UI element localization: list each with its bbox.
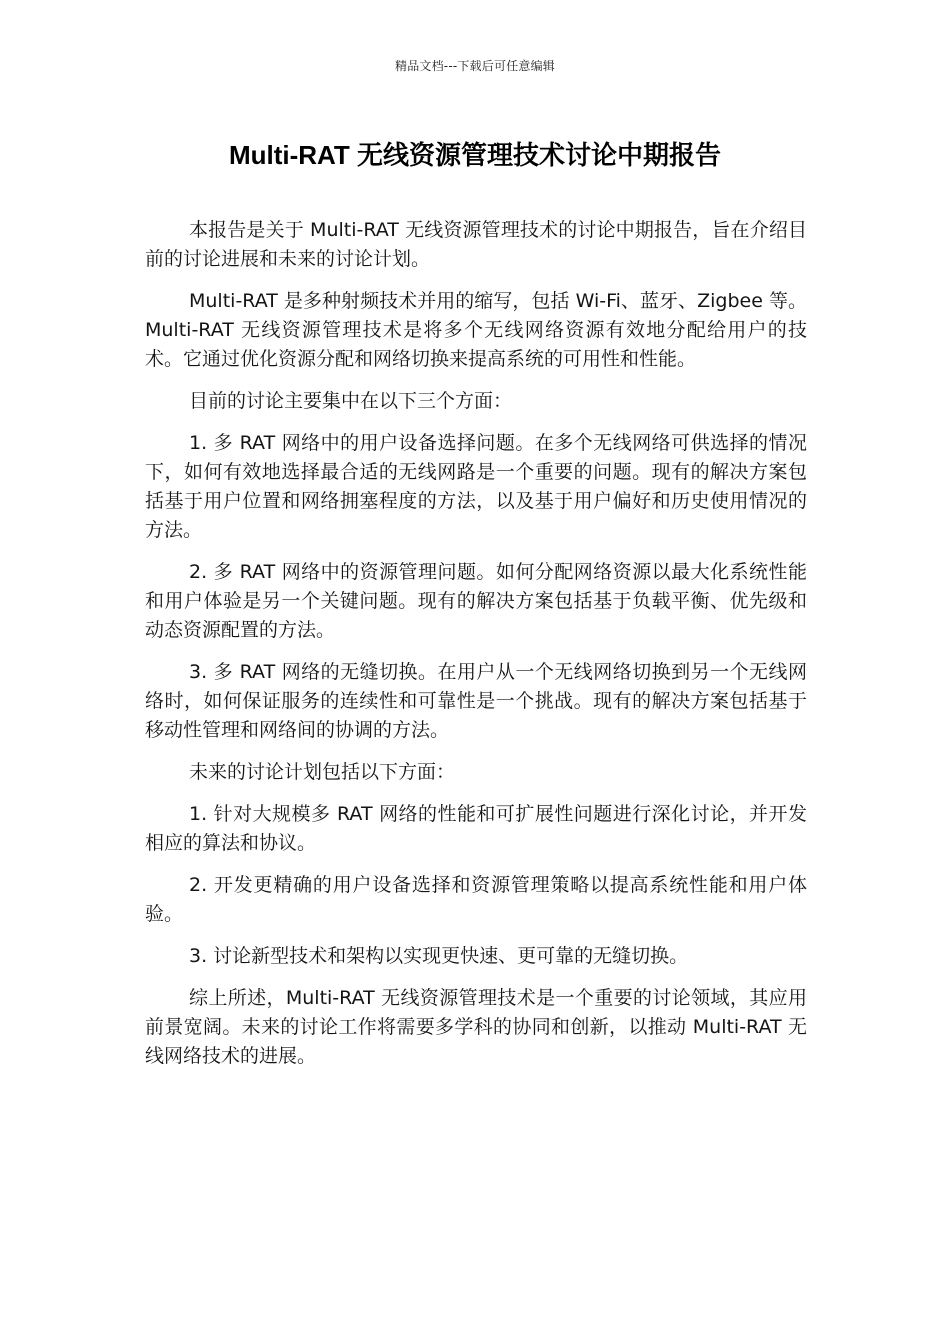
paragraph-focus-item-1: 1. 多 RAT 网络中的用户设备选择问题。在多个无线网络可供选择的情况下，如何有效地选择最合适的无线网路是一个重要的问题。现有的解决方案包括基于用户位置和网络拥塞程度的方法，以及基于用户偏好和历史使用情况的方法。 [145,432,807,541]
paragraph-plan-item-1: 1. 针对大规模多 RAT 网络的性能和可扩展性问题进行深化讨论，并开发相应的算法和协议。 [145,803,807,854]
paragraph-intro: 本报告是关于 Multi-RAT 无线资源管理技术的讨论中期报告，旨在介绍目前的讨论进展和未来的讨论计划。 [145,219,807,270]
paragraph-future-plan: 未来的讨论计划包括以下方面： [189,761,456,783]
paragraph-focus-item-3: 3. 多 RAT 网络的无缝切换。在用户从一个无线网络切换到另一个无线网络时，如何保证服务的连续性和可靠性是一个挑战。现有的解决方案包括基于移动性管理和网络间的协调的方法。 [145,661,807,741]
header-note: 精品文档---下载后可任意编辑 [395,59,555,73]
document-title: Multi-RAT 无线资源管理技术讨论中期报告 [228,140,722,170]
paragraph-focus-item-2: 2. 多 RAT 网络中的资源管理问题。如何分配网络资源以最大化系统性能和用户体验是另一个关键问题。现有的解决方案包括基于负载平衡、优先级和动态资源配置的方法。 [145,561,807,641]
paragraph-conclusion: 综上所述，Multi-RAT 无线资源管理技术是一个重要的讨论领域，其应用前景宽阔。未来的讨论工作将需要多学科的协同和创新，以推动 Multi-RAT 无线网络技术的进展。 [145,987,807,1067]
document-body [145,216,807,1084]
paragraph-plan-item-2: 2. 开发更精确的用户设备选择和资源管理策略以提高系统性能和用户体验。 [145,874,807,925]
paragraph-plan-item-3: 3. 讨论新型技术和架构以实现更快速、更可靠的无缝切换。 [189,945,689,967]
paragraph-current-focus: 目前的讨论主要集中在以下三个方面： [189,390,513,412]
paragraph-definition: Multi-RAT 是多种射频技术并用的缩写，包括 Wi-Fi、蓝牙、Zigbee 等。Multi-RAT 无线资源管理技术是将多个无线网络资源有效地分配给用户的技术。它通过优化资源分配和网络切换来提高系统的可用性和性能。 [145,290,807,370]
